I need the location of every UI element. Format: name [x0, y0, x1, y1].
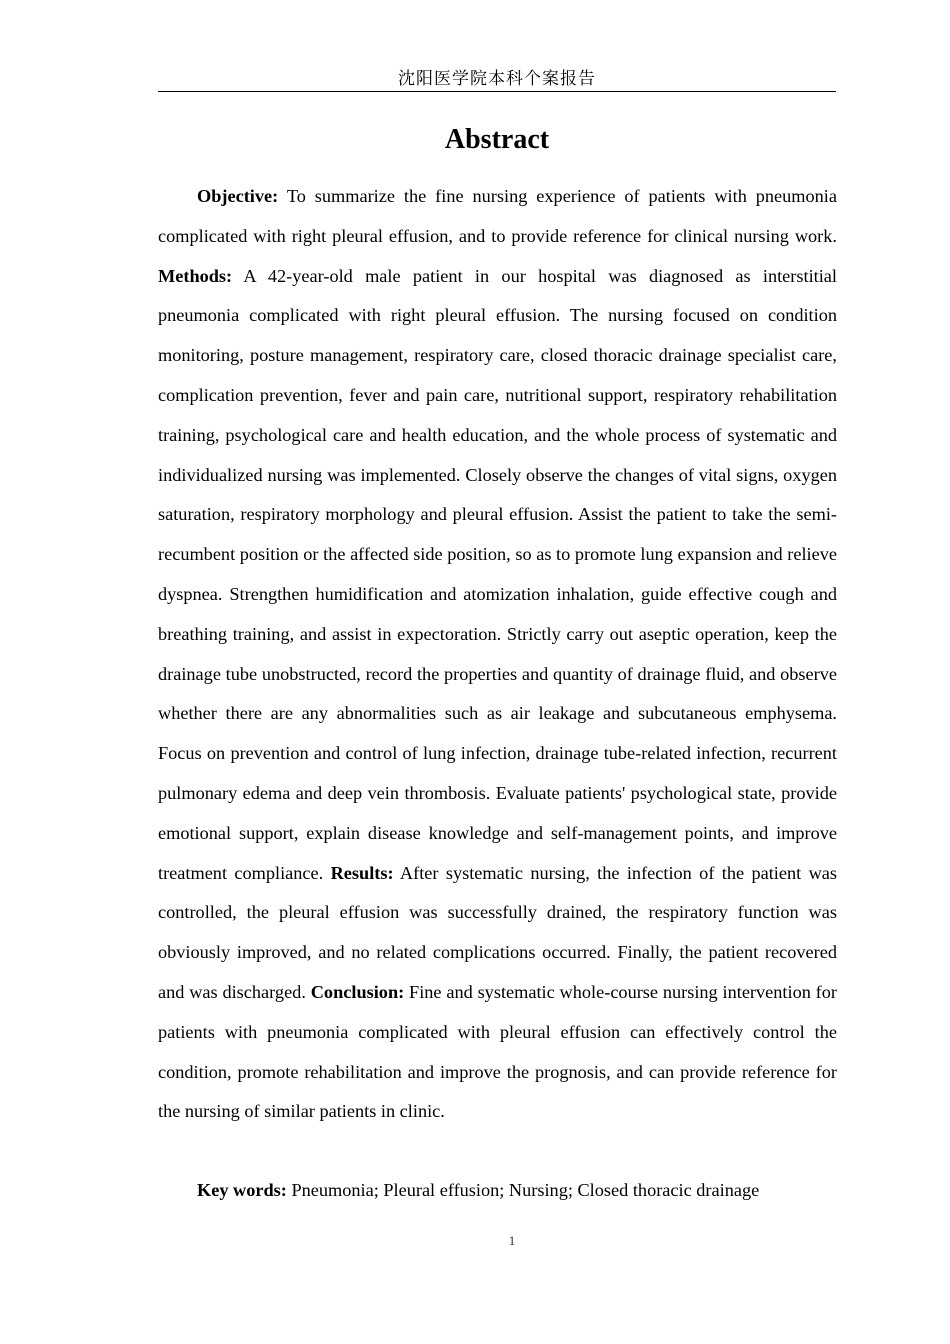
- page-header: [158, 66, 836, 92]
- page-number: 1: [508, 1233, 516, 1248]
- keywords-label: Key words:: [197, 1180, 287, 1200]
- keywords: [158, 1171, 837, 1209]
- running-title: 沈阳医学院本科个案报告: [398, 69, 596, 88]
- objective-text: To summarize the fine nursing experience of patients with pneumonia complicated with right pleural effusion, and to provide reference for clinical nursing work.: [158, 186, 837, 246]
- methods-label: Methods:: [158, 265, 233, 286]
- keywords-text: Pneumonia; Pleural effusion; Nursing; Closed thoracic drainage: [291, 1180, 760, 1200]
- conclusion-label: Conclusion:: [310, 981, 405, 1002]
- objective-label: Objective:: [197, 186, 279, 206]
- results-text: After systematic nursing, the infection of the patient was controlled, the pleural effusion was successfully drained, the respiratory function was obviously improved, and no related complications occurred. Finally, the patient recovered and was discharged.: [158, 862, 838, 1002]
- abstract-title: Abstract: [444, 124, 550, 155]
- methods-text: A 42-year-old male patient in our hospital was diagnosed as interstitial pneumonia complicated with right pleural effusion. The nursing focused on condition monitoring, posture management, respiratory care, closed thoracic drainage specialist care, complication prevention, fever and pain care, nutritional support, respiratory rehabilitation training, psychological care and health education, and the whole process of systematic and individualized nursing was implemented. Closely observe the changes of vital signs, oxygen saturation, respiratory morphology and pleural effusion. Assist the patient to take the semi-recumbent position or the affected side position, so as to promote lung expansion and relieve dyspnea. Strengthen humidification and atomization inhalation, guide effective cough and breathing training, and assist in expectoration. Strictly carry out aseptic operation, keep the drainage tube unobstructed, record the properties and quantity of drainage fluid, and observe whether there are any abnormalities such as air leakage and subcutaneous emphysema. Focus on prevention and control of lung infection, drainage tube-related infection, recurrent pulmonary edema and deep vein thrombosis. Evaluate patients' psychological state, provide emotional support, explain disease knowledge and self-management points, and improve treatment compliance.: [158, 265, 838, 883]
- abstract-body: [158, 177, 837, 1132]
- conclusion-text: Fine and systematic whole-course nursing intervention for patients with pneumonia complicated with pleural effusion can effectively control the condition, promote rehabilitation and improve the prognosis, and can provide reference for the nursing of similar patients in clinic.: [158, 981, 837, 1122]
- results-label: Results:: [330, 862, 394, 883]
